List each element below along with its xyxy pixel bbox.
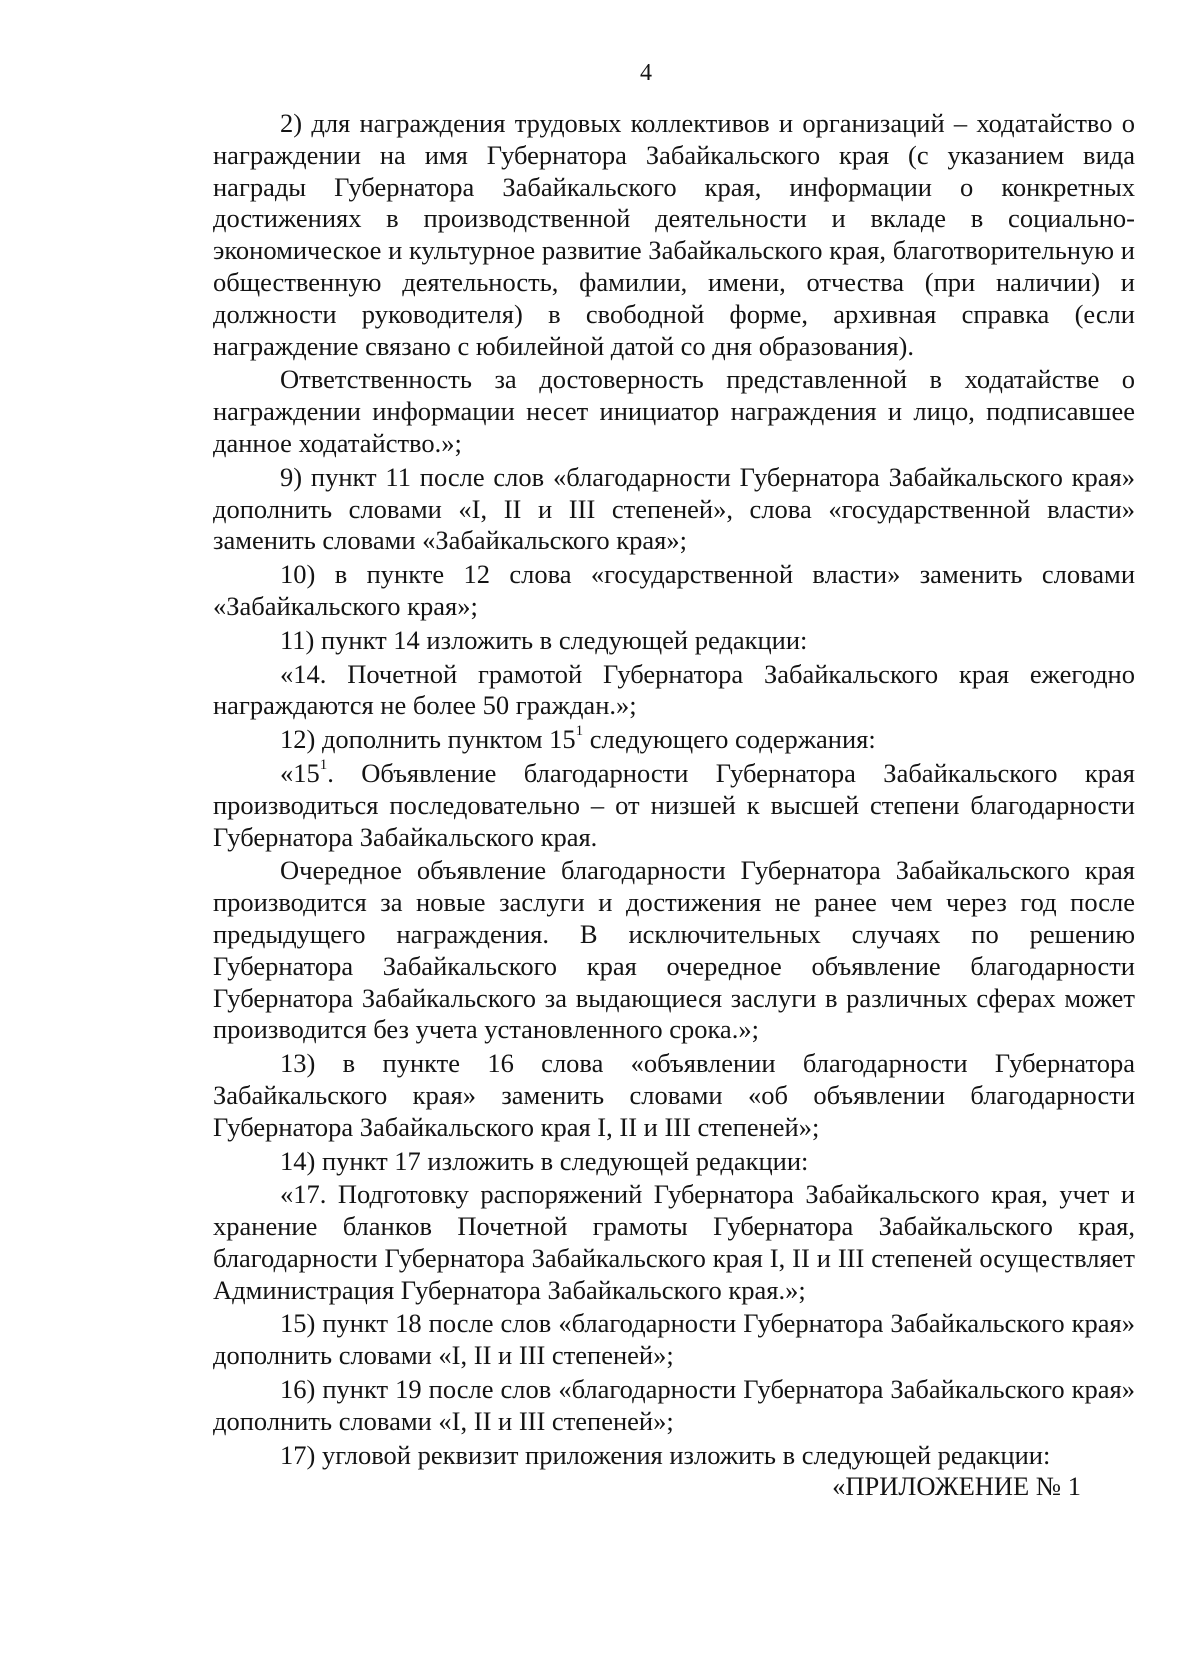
paragraph-clause-14: «14. Почетной грамотой Губернатора Забайкальского края ежегодно награждаются не более 50 граждан.»; <box>213 658 1135 721</box>
paragraph-item-17: 17) угловой реквизит приложения изложить в следующей редакции: <box>280 1439 1051 1470</box>
paragraph-item-13: 13) в пункте 16 слова «объявлении благодарности Губернатора Забайкальского края» заменить словами «об объявлении благодарности Губернатора Забайкальского края I, II и III степеней»; <box>213 1048 1135 1142</box>
paragraph-item-12 <box>213 724 1135 756</box>
paragraph-clause-15-1 <box>213 758 1135 853</box>
item-12-text-after: следующего содержания: <box>583 724 876 755</box>
page-number: 4 <box>640 60 652 86</box>
item-12-text-before: 12) дополнить пунктом 15 <box>280 724 576 755</box>
clause-15-1-text-before: «15 <box>280 757 320 788</box>
paragraph-item-10: 10) в пункте 12 слова «государственной власти» заменить словами «Забайкальского края»; <box>213 559 1135 621</box>
paragraph-item-14: 14) пункт 17 изложить в следующей редакции: <box>280 1145 809 1176</box>
item-12-superscript: 1 <box>575 723 584 740</box>
appendix-label: «ПРИЛОЖЕНИЕ № 1 <box>832 1471 1081 1502</box>
clause-15-1-text-after: . Объявление благодарности Губернатора Забайкальского края производиться последовательно – от низшей к высшей степени благодарности Губернатора Забайкальского края. <box>213 757 1135 852</box>
document-body <box>213 108 1135 1503</box>
paragraph-item-16: 16) пункт 19 после слов «благодарности Губернатора Забайкальского края» дополнить словами «I, II и III степеней»; <box>213 1374 1135 1436</box>
paragraph-clause-17: «17. Подготовку распоряжений Губернатора Забайкальского края, учет и хранение бланков Почетной грамоты Губернатора Забайкальского края, благодарности Губернатора Забайкальского края I, II и III степеней осуществляет Администрация Губернатора Забайкальского края.»; <box>213 1179 1135 1305</box>
clause-15-1-superscript: 1 <box>319 757 328 774</box>
paragraph-item-15: 15) пункт 18 после слов «благодарности Губернатора Забайкальского края» дополнить словами «I, II и III степеней»; <box>213 1308 1135 1371</box>
paragraph-item-11: 11) пункт 14 изложить в следующей редакции: <box>280 624 808 655</box>
paragraph-responsibility: Ответственность за достоверность представленной в ходатайстве о награждении информации несет инициатор награждения и лицо, подписавшее данное ходатайство.»; <box>213 364 1135 458</box>
paragraph-item-9: 9) пункт 11 после слов «благодарности Губернатора Забайкальского края» дополнить словами «I, II и III степеней», слова «государственной власти» заменить словами «Забайкальского края»; <box>213 461 1135 556</box>
paragraph-repeat-gratitude: Очередное объявление благодарности Губернатора Забайкальского края производится за новые заслуги и достижения не ранее чем через год после предыдущего награждения. В исключительных случаях по решению Губернатора Забайкальского края очередное объявление благодарности Губернатора Забайкальского за выдающиеся заслуги в различных сферах может производится без учета установленного срока.»; <box>213 855 1135 1045</box>
paragraph-item-2: 2) для награждения трудовых коллективов и организаций – ходатайство о награждении на имя Губернатора Забайкальского края (с указанием вида награды Губернатора Забайкальского края, информации о конкретных достижениях в производственной деятельности и вкладе в социально-экономическое и культурное развитие Забайкальского края, благотворительную и общественную деятельность, фамилии, имени, отчества (при наличии) и должности руководителя) в свободной форме, архивная справка (если награждение связано с юбилейной датой со дня образования). <box>213 108 1135 361</box>
